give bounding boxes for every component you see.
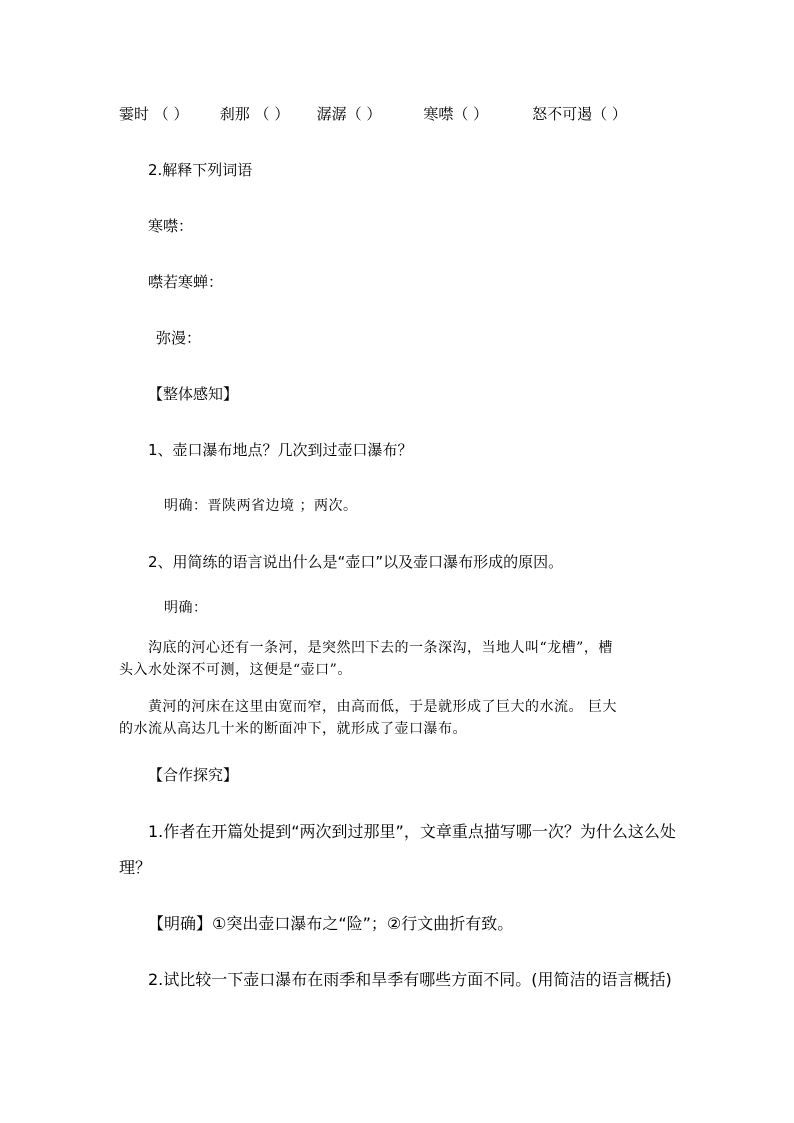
- question-3-answer: 【明确】①突出壶口瀑布之“险”；②行文曲折有致。: [148, 914, 514, 933]
- vocab-pinyin-row: [119, 104, 627, 124]
- term-miman: 弥漫：: [156, 329, 202, 347]
- paragraph-line: 黄河的河床在这里由宽而窄，由高而低，于是就形成了巨大的水流。 巨大: [148, 699, 617, 715]
- answer-1: 明确：晋陕两省边境 ；两次。: [164, 498, 358, 514]
- paragraph-line: 头入水处深不可测，这便是“壶口”。: [119, 662, 352, 678]
- vocab-item: 潺潺（ ）: [316, 105, 382, 123]
- answer-2-label: 明确：: [164, 600, 208, 616]
- question-3-line-2: 理？: [119, 858, 152, 877]
- vocab-item: 寒噤（ ）: [423, 105, 489, 123]
- question-2-title: 2.解释下列词语: [148, 161, 253, 179]
- paragraph-line: 沟底的河心还有一条河，是突然凹下去的一条深沟，当地人叫“龙槽”，槽: [148, 640, 613, 656]
- question-2: 2、用简练的语言说出什么是“壶口”以及壶口瀑布形成的原因。: [148, 553, 564, 571]
- term-hanjin: 寒噤：: [148, 217, 194, 235]
- section-cooperative-inquiry: 【合作探究】: [148, 766, 239, 784]
- question-4: 2.试比较一下壶口瀑布在雨季和旱季有哪些方面不同。(用简洁的语言概括): [148, 970, 672, 989]
- vocab-item: 霎时 （ ）: [119, 105, 189, 123]
- term-jinruohanchan: 噤若寒蝉：: [148, 273, 224, 291]
- question-3-line-1: 1.作者在开篇处提到“两次到过那里”，文章重点描写哪一次？为什么这么处: [148, 822, 676, 841]
- question-1: 1、壶口瀑布地点？几次到过壶口瀑布？: [148, 441, 413, 459]
- section-overall-perception: 【整体感知】: [148, 385, 239, 403]
- vocab-item: 刹那 （ ）: [219, 105, 290, 123]
- vocab-item: 怒不可遏（ ）: [532, 105, 627, 123]
- paragraph-line: 的水流从高达几十米的断面冲下，就形成了壶口瀑布。: [119, 721, 467, 737]
